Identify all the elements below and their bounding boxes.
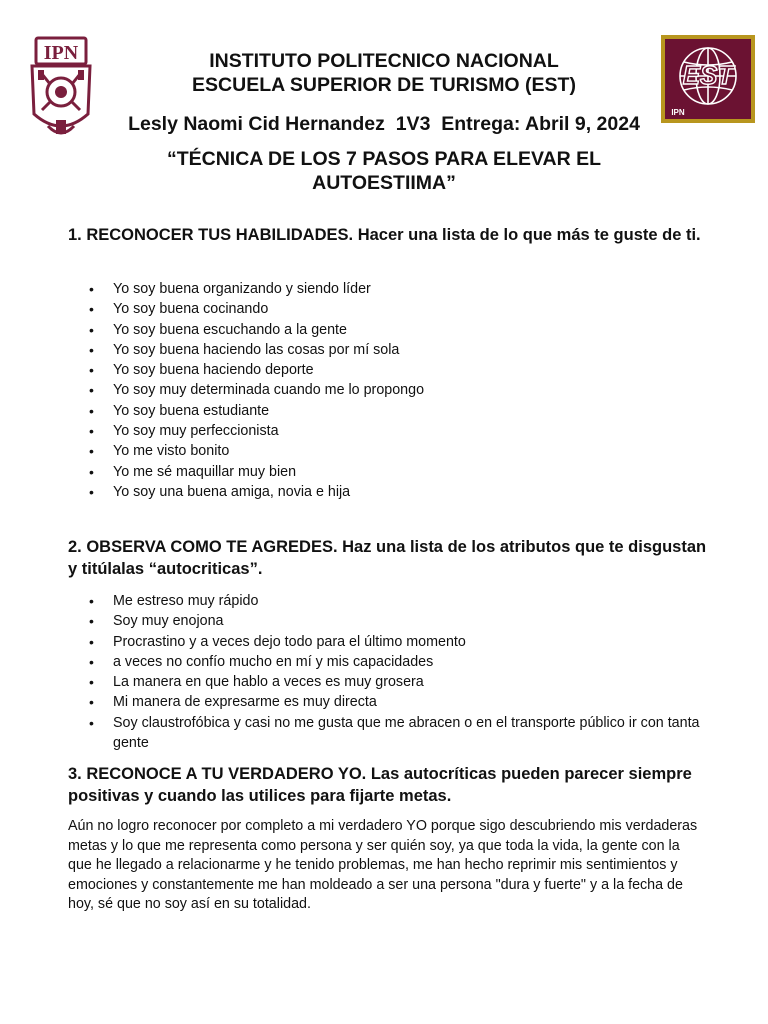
list-item: • Procrastino y a veces dejo todo para el último momento (68, 632, 708, 652)
list-item: • Yo me visto bonito (68, 441, 708, 461)
section2-title: 2. OBSERVA COMO TE AGREDES. Haz una lista de los atributos que te disgustan y titúlalas “autocriticas”. (68, 538, 707, 578)
list-item: • Yo soy buena haciendo deporte (68, 360, 708, 380)
list-item: • Me estreso muy rápido (68, 591, 708, 611)
list-item: • Yo me sé maquillar muy bien (68, 462, 708, 482)
ipn-logo-lettering: IPN (43, 42, 79, 64)
document-title-line1: “TÉCNICA DE LOS 7 PASOS PARA ELEVAR EL (166, 148, 602, 170)
est-logo-lettering: EST (682, 60, 734, 90)
student-line: Lesly Naomi Cid Hernandez 1V3 Entrega: Abril 9, 2024 (128, 113, 640, 135)
section1-title: 1. RECONOCER TUS HABILIDADES. Hacer una lista de lo que más te guste de ti. (68, 226, 701, 244)
section2-list (68, 591, 708, 753)
list-item: • Yo soy buena escuchando a la gente (68, 320, 708, 340)
list-item: • Yo soy buena cocinando (68, 299, 708, 319)
list-item: • Yo soy buena organizando y siendo líder (68, 279, 708, 299)
list-item: • Yo soy muy perfeccionista (68, 421, 708, 441)
list-item: • Soy muy enojona (68, 611, 708, 631)
list-item: • Yo soy buena estudiante (68, 401, 708, 421)
list-item: • Soy claustrofóbica y casi no me gusta que me abracen o en el transporte público ir con tanta gente (68, 713, 708, 754)
section3-paragraph: Aún no logro reconocer por completo a mi verdadero YO porque sigo descubriendo mis verdaderas metas y lo que me representa como persona y ser quién soy, ya que toda la vida, la gente con la que he llegado a relacionarme y he tenido problemas, me han hecho reprimir mis sentimientos y emociones y constantemente me han moldeado a ser una persona "dura y fuerte" y a la fecha de hoy, sé que no soy así en su totalidad. (68, 818, 698, 913)
list-item: • La manera en que hablo a veces es muy grosera (68, 672, 708, 692)
list-item: • Yo soy una buena amiga, novia e hija (68, 482, 708, 502)
document-title-line2: AUTOESTIIMA” (312, 172, 456, 194)
section3-title: 3. RECONOCE A TU VERDADERO YO. Las autocríticas pueden parecer siempre positivas y cuando las utilices para fijarte metas. (68, 765, 692, 805)
list-item: • a veces no confío mucho en mí y mis capacidades (68, 652, 708, 672)
institution-name: INSTITUTO POLITECNICO NACIONAL (209, 50, 559, 72)
list-item: • Yo soy buena haciendo las cosas por mí sola (68, 340, 708, 360)
school-name: ESCUELA SUPERIOR DE TURISMO (EST) (192, 74, 576, 96)
list-item: • Yo soy muy determinada cuando me lo propongo (68, 380, 708, 400)
est-logo-sublettering: IPN (671, 108, 685, 117)
list-item: • Mi manera de expresarme es muy directa (68, 692, 708, 712)
section1-list (68, 279, 708, 502)
